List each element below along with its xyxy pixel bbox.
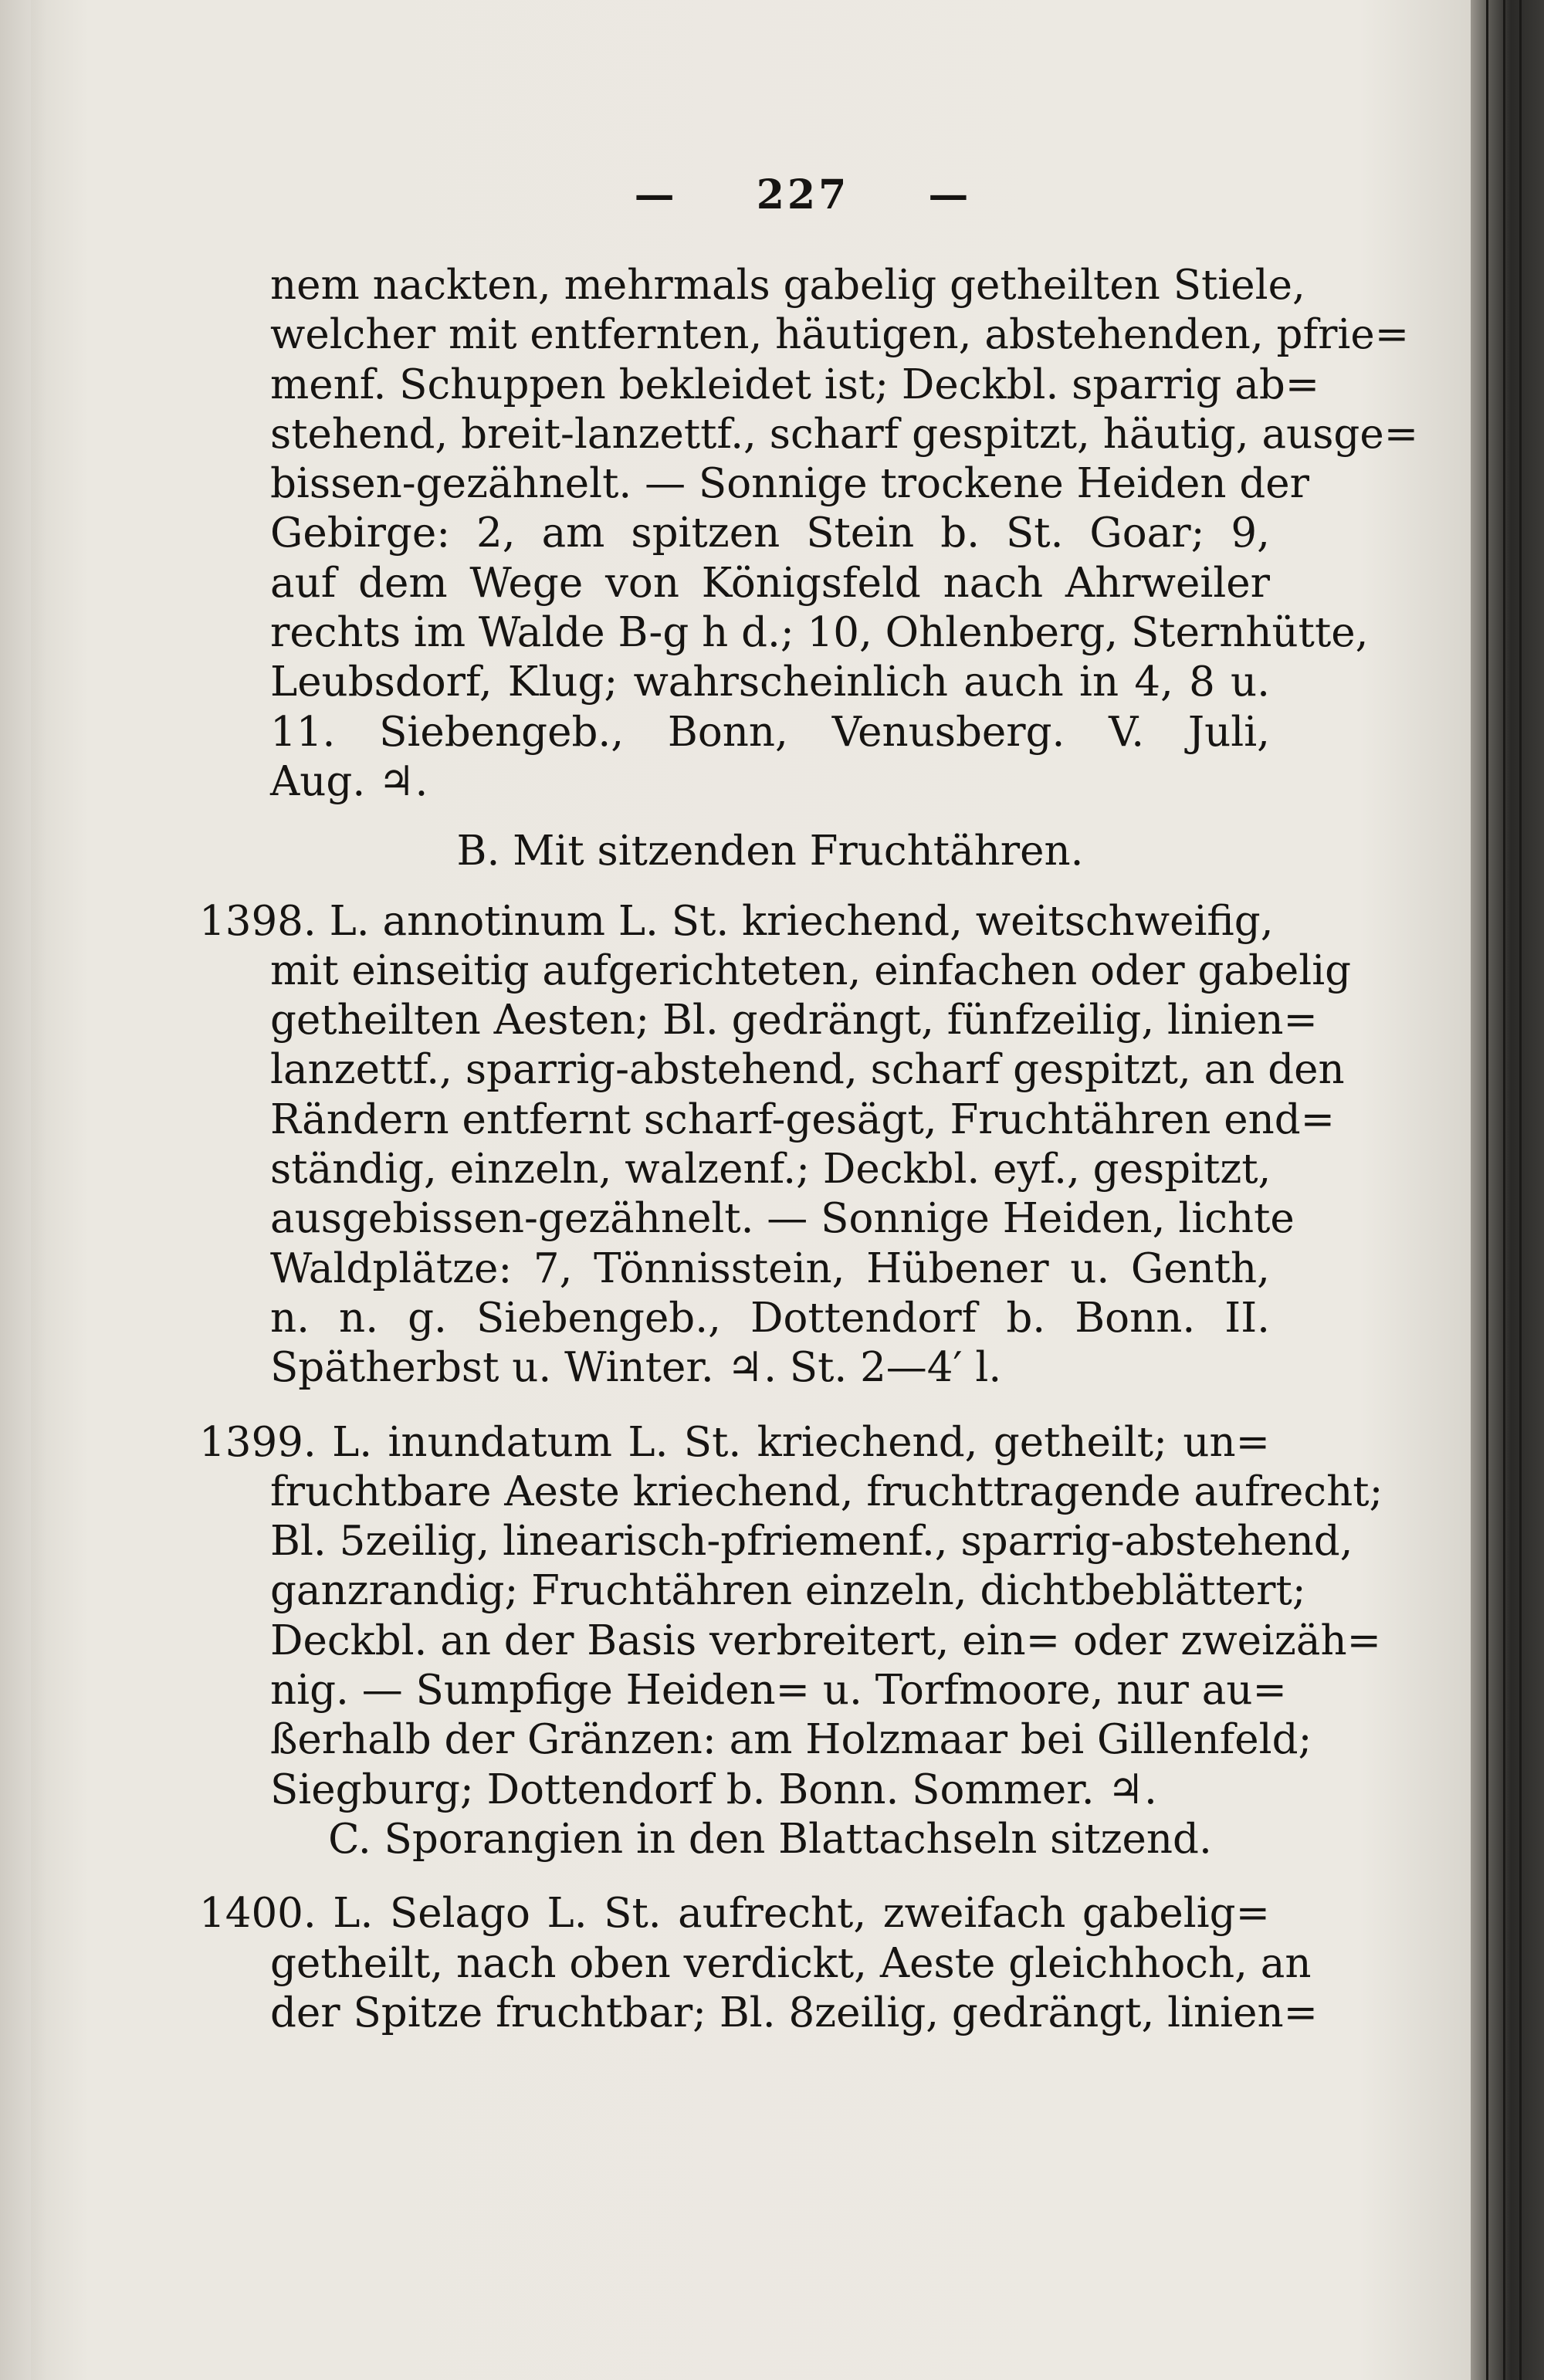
- page-edge: [1471, 0, 1544, 2380]
- text-line: 11. Siebengeb., Bonn, Venusberg. V. Juli,: [270, 708, 1270, 756]
- text-line: ßerhalb der Gränzen: am Holzmaar bei Gillenfeld;: [270, 1716, 1312, 1764]
- text-line: ständig, einzeln, walzenf.; Deckbl. eyf., gespitzt,: [270, 1146, 1271, 1193]
- spacer: [270, 1393, 1270, 1418]
- text-line: Waldplätze: 7, Tönnisstein, Hübener u. Genth,: [270, 1244, 1270, 1292]
- page-header: [0, 171, 1544, 218]
- text-line: lanzettf., sparrig-abstehend, scharf gespitzt, an den: [270, 1046, 1345, 1094]
- spacer: [270, 877, 1270, 897]
- text-line: fruchtbare Aeste kriechend, fruchttragende aufrecht;: [270, 1468, 1383, 1515]
- text-line: stehend, breit-lanzettf., scharf gespitzt, häutig, ausge=: [270, 410, 1419, 458]
- text-line: Siegburg; Dottendorf b. Bonn. Sommer. ♃.: [270, 1766, 1157, 1813]
- spacer: [270, 1864, 1270, 1889]
- text-line: auf dem Wege von Königsfeld nach Ahrweiler: [270, 559, 1270, 607]
- text-line: Deckbl. an der Basis verbreitert, ein= oder zweizäh=: [270, 1617, 1381, 1664]
- text-line: nem nackten, mehrmals gabelig getheilten Stiele,: [270, 262, 1305, 309]
- header-dash-right: —: [928, 171, 972, 218]
- text-line: bissen-gezähnelt. — Sonnige trockene Heiden der: [270, 460, 1309, 508]
- text-line: Spätherbst u. Winter. ♃. St. 2—4′ l.: [270, 1344, 1002, 1392]
- text-line: ausgebissen-gezähnelt. — Sonnige Heiden, lichte: [270, 1195, 1295, 1243]
- text-line: Aug. ♃.: [270, 757, 428, 805]
- entry-heading-line: 1399. L. inundatum L. St. kriechend, getheilt; un=: [199, 1418, 1270, 1466]
- entry-heading-line: 1398. L. annotinum L. St. kriechend, weitschweifig,: [199, 897, 1274, 945]
- section-heading: B. Mit sitzenden Fruchtähren.: [456, 828, 1084, 875]
- text-line: n. n. g. Siebengeb., Dottendorf b. Bonn. II.: [270, 1294, 1270, 1342]
- text-line: mit einseitig aufgerichteten, einfachen oder gabelig: [270, 946, 1352, 994]
- text-line: Bl. 5zeilig, linearisch-pfriemenf., sparrig-abstehend,: [270, 1518, 1353, 1566]
- edge-line: [1486, 0, 1488, 2380]
- text-line: nig. — Sumpfige Heiden= u. Torfmoore, nur au=: [270, 1667, 1287, 1715]
- text-line: der Spitze fruchtbar; Bl. 8zeilig, gedrängt, linien=: [270, 1989, 1319, 2036]
- text-line: welcher mit entfernten, häutigen, abstehenden, pfrie=: [270, 311, 1410, 359]
- text-line: getheilt, nach oben verdickt, Aeste gleichhoch, an: [270, 1939, 1312, 1987]
- text-line: getheilten Aesten; Bl. gedrängt, fünfzeilig, linien=: [270, 997, 1318, 1044]
- entry-heading-line: 1400. L. Selago L. St. aufrecht, zweifach gabelig=: [199, 1890, 1270, 1938]
- text-line: menf. Schuppen bekleidet ist; Deckbl. sparrig ab=: [270, 361, 1320, 408]
- text-line: ganzrandig; Fruchtähren einzeln, dichtbeblättert;: [270, 1567, 1306, 1615]
- section-heading: C. Sporangien in den Blattachseln sitzend.: [328, 1815, 1212, 1863]
- text-line: Gebirge: 2, am spitzen Stein b. St. Goar; 9,: [270, 510, 1270, 557]
- header-dash-left: —: [634, 171, 678, 218]
- spacer: [270, 807, 1270, 827]
- page-body: [199, 261, 1419, 2038]
- page-number: 227: [756, 171, 850, 218]
- edge-line: [1503, 0, 1505, 2380]
- text-line: Leubsdorf, Klug; wahrscheinlich auch in 4, 8 u.: [270, 658, 1270, 706]
- edge-line: [1519, 0, 1522, 2380]
- gutter-shadow: [0, 0, 46, 2380]
- text-line: rechts im Walde B-g h d.; 10, Ohlenberg, Sternhütte,: [270, 609, 1369, 657]
- text-line: Rändern entfernt scharf-gesägt, Fruchtähren end=: [270, 1095, 1336, 1143]
